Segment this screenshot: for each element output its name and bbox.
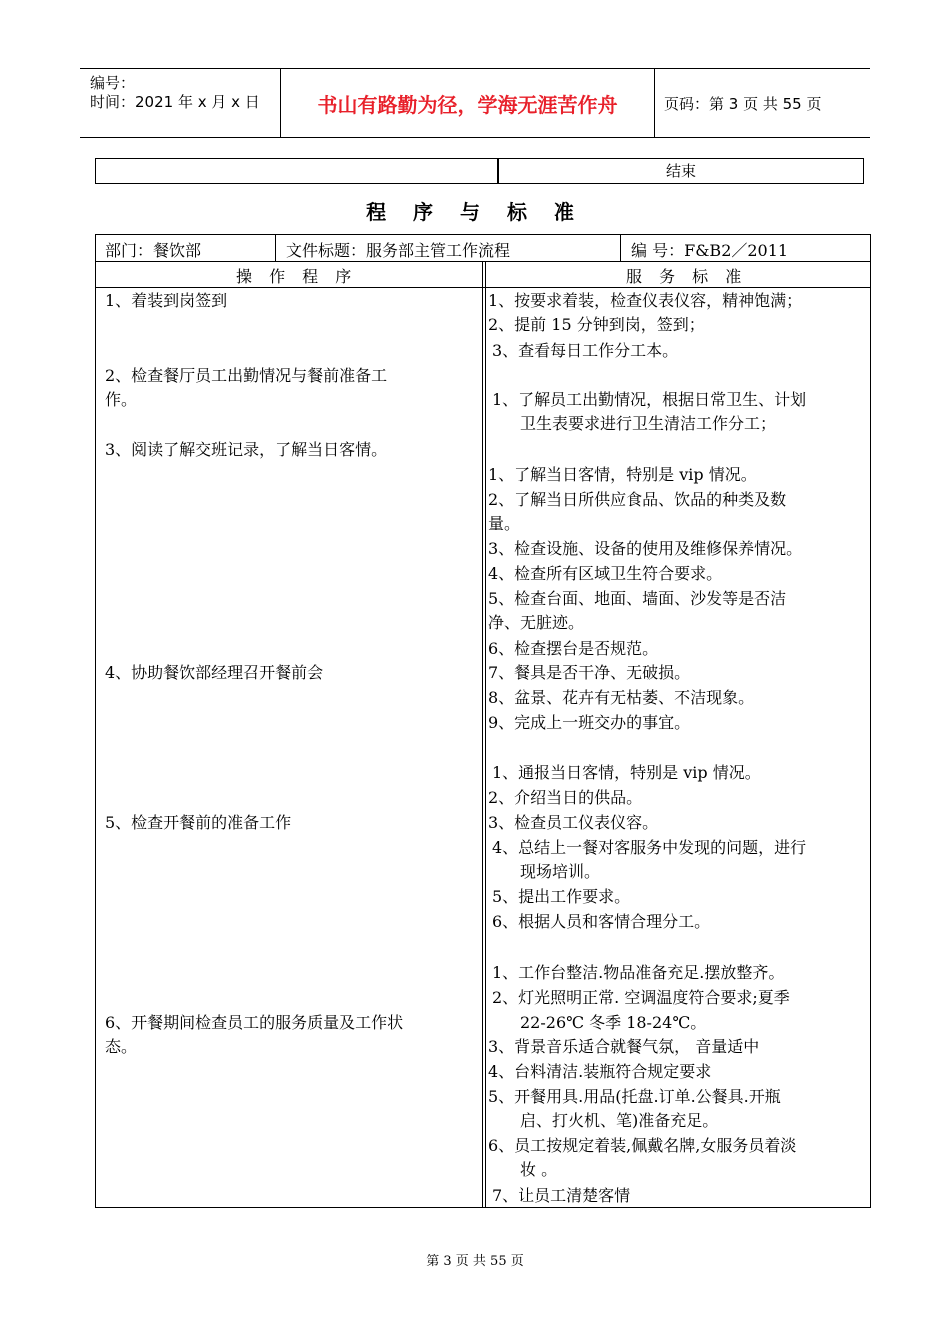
standard-line: 妆 。: [520, 1160, 558, 1179]
procedure-line: 6、开餐期间检查员工的服务质量及工作状: [105, 1013, 404, 1032]
end-row-empty-cell: [95, 158, 498, 184]
standard-line: 2、提前 15 分钟到岗，签到；: [488, 315, 705, 334]
doc-title: 文件标题：服务部主管工作流程: [286, 241, 511, 260]
procedure-line: 1、着装到岗签到: [105, 291, 228, 310]
standard-line: 5、提出工作要求。: [492, 887, 631, 906]
standard-line: 卫生表要求进行卫生清洁工作分工；: [520, 414, 777, 433]
time-label: 时间：2021 年 x 月 x 日: [90, 93, 260, 111]
standard-line: 9、完成上一班交办的事宜。: [488, 713, 691, 732]
standard-line: 净、无脏迹。: [488, 613, 585, 632]
standard-line: 4、总结上一餐对客服务中发现的问题，进行: [492, 838, 807, 857]
procedure-line: 作。: [105, 390, 138, 409]
standard-line: 6、员工按规定着装,佩戴名牌,女服务员着淡: [488, 1136, 797, 1155]
end-row: [95, 158, 864, 184]
standard-line: 1、通报当日客情，特别是 vip 情况。: [492, 763, 761, 782]
standard-line: 6、检查摆台是否规范。: [488, 639, 659, 658]
page-code: 页码：第 3 页 共 55 页: [664, 94, 822, 113]
standard-line: 3、检查设施、设备的使用及维修保养情况。: [488, 539, 803, 558]
table-meta-row: [96, 235, 870, 262]
standard-line: 1、工作台整洁.物品准备充足.摆放整齐。: [492, 963, 785, 982]
procedure-line: 3、阅读了解交班记录，了解当日客情。: [105, 440, 388, 459]
standard-line: 1、按要求着装，检查仪表仪容，精神饱满；: [488, 291, 803, 310]
header-info: [80, 69, 280, 137]
column-header-standard: 服 务 标 准: [626, 267, 748, 286]
standard-line: 1、了解员工出勤情况，根据日常卫生、计划: [492, 390, 807, 409]
standard-line: 2、灯光照明正常. 空调温度符合要求;夏季: [492, 988, 790, 1007]
procedure-line: 2、检查餐厅员工出勤情况与餐前准备工: [105, 366, 388, 385]
standard-line: 5、检查台面、地面、墙面、沙发等是否洁: [488, 589, 787, 608]
page-header: [80, 68, 870, 138]
standard-line: 3、背景音乐适合就餐气氛， 音量适中: [488, 1037, 760, 1056]
standard-line: 7、让员工清楚客情: [492, 1186, 631, 1205]
end-row-label: 结束: [498, 158, 864, 184]
procedure-line: 5、检查开餐前的准备工作: [105, 813, 292, 832]
meta-divider: [275, 235, 276, 261]
standard-line: 1、了解当日客情，特别是 vip 情况。: [488, 465, 757, 484]
standard-line: 3、检查员工仪表仪容。: [488, 813, 659, 832]
page-title: 程 序 与 标 准: [366, 200, 584, 224]
procedure-line: 态。: [105, 1037, 138, 1056]
column-divider: [482, 262, 486, 1207]
standard-line: 4、台料清洁.装瓶符合规定要求: [488, 1062, 712, 1081]
standard-line: 4、检查所有区域卫生符合要求。: [488, 564, 723, 583]
standard-line: 量。: [488, 514, 521, 533]
standard-line: 6、根据人员和客情合理分工。: [492, 912, 711, 931]
meta-divider: [620, 235, 621, 261]
standard-line: 3、查看每日工作分工本。: [492, 341, 679, 360]
standard-line: 5、开餐用具.用品(托盘.订单.公餐具.开瓶: [488, 1087, 781, 1106]
column-header-procedure: 操 作 程 序: [236, 267, 358, 286]
doc-code: 编 号：F&B2／2011: [631, 241, 789, 260]
procedure-line: 4、协助餐饮部经理召开餐前会: [105, 663, 324, 682]
page-footer: 第 3 页 共 55 页: [426, 1254, 524, 1269]
motto: 书山有路勤为径，学海无涯苦作舟: [280, 69, 655, 137]
number-label: 编号：: [90, 74, 136, 92]
standard-line: 7、餐具是否干净、无破损。: [488, 663, 691, 682]
standard-line: 2、介绍当日的供品。: [488, 788, 643, 807]
standard-line: 2、了解当日所供应食品、饮品的种类及数: [488, 490, 787, 509]
standard-line: 现场培训。: [520, 862, 601, 881]
department: 部门：餐饮部: [105, 241, 202, 260]
procedure-table: [95, 234, 871, 1208]
standard-line: 22-26℃ 冬季 18-24℃。: [520, 1013, 707, 1032]
standard-line: 8、盆景、花卉有无枯萎、不洁现象。: [488, 688, 755, 707]
standard-line: 启、打火机、笔)准备充足。: [520, 1111, 719, 1130]
